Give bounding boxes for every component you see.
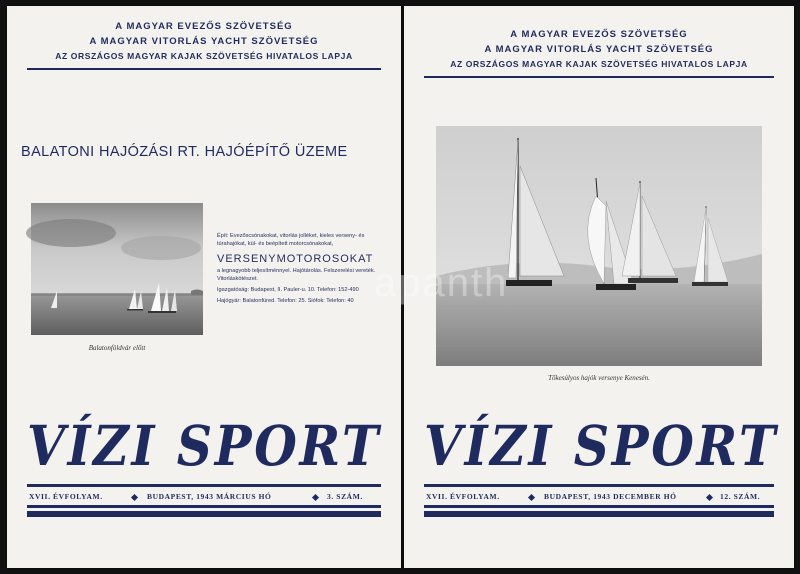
diamond-separator xyxy=(528,494,535,501)
title-rule-mid xyxy=(27,505,381,508)
header-line-2: A MAGYAR VITORLÁS YACHT SZÖVETSÉG xyxy=(89,36,319,47)
issue-date: BUDAPEST, 1943 MÁRCIUS HÓ xyxy=(147,492,272,501)
diamond-separator xyxy=(131,494,138,501)
header-line-1: A MAGYAR EVEZŐS SZÖVETSÉG xyxy=(510,29,688,40)
advert-headline: BALATONI HAJÓZÁSI RT. HAJÓÉPÍTŐ ÜZEME xyxy=(21,144,348,160)
right-magazine-cover xyxy=(374,6,794,568)
title-rule-top xyxy=(27,484,381,487)
header-line-3: AZ ORSZÁGOS MAGYAR KAJAK SZÖVETSÉG HIVATALOS LAPJA xyxy=(450,59,748,69)
advert-big-line: VERSENYMOTOROSOKAT xyxy=(217,253,374,265)
header-line-2: A MAGYAR VITORLÁS YACHT SZÖVETSÉG xyxy=(484,44,714,55)
magazine-title: VÍZI SPORT xyxy=(27,413,382,478)
advert-line-4: Hajógyár: Balatonfüred. Telefon: 25. Siófok: Telefon: 40 xyxy=(217,298,354,304)
left-magazine-cover xyxy=(7,6,401,568)
issue-volume: XVII. ÉVFOLYAM. xyxy=(426,492,500,501)
issue-number: 3. SZÁM. xyxy=(327,492,363,501)
title-rule-top xyxy=(424,484,774,487)
magazine-title: VÍZI SPORT xyxy=(424,413,779,478)
header-rule xyxy=(27,68,381,70)
photo-caption: Balatonföldvár előtt xyxy=(88,344,146,352)
advert-line-1: Épít: Evezőscsónakokat, vitorlás jolléket, kieles verseny- és túrahajókat, kül- és beépített motorcsónakokat, xyxy=(217,233,365,247)
diamond-separator xyxy=(706,494,713,501)
advert-line-2: a legnagyobb teljesítménnyel. Hajótárolás. Felszerelési vereték. Vitorláskötészet. xyxy=(217,268,376,282)
advert-line-3: Igazgatóság: Budapest, II. Pauler-u. 10. Telefon: 152-490 xyxy=(217,287,359,293)
diamond-separator xyxy=(312,494,319,501)
title-rule-mid xyxy=(424,505,774,508)
advert-text xyxy=(217,232,389,308)
title-rule-bottom xyxy=(27,511,381,517)
issue-volume: XVII. ÉVFOLYAM. xyxy=(29,492,103,501)
photo-keneses-race xyxy=(436,126,762,366)
photo-caption: Tőkesúlyos hajók versenye Kenesén. xyxy=(548,374,650,382)
header-rule xyxy=(424,76,774,78)
watermark: apanth xyxy=(374,261,509,305)
issue-date: BUDAPEST, 1943 DECEMBER HÓ xyxy=(544,492,677,501)
header-line-1: A MAGYAR EVEZŐS SZÖVETSÉG xyxy=(115,21,293,32)
header-line-3: AZ ORSZÁGOS MAGYAR KAJAK SZÖVETSÉG HIVATALOS LAPJA xyxy=(55,51,353,61)
issue-number: 12. SZÁM. xyxy=(720,492,761,501)
title-rule-bottom xyxy=(424,511,774,517)
photo-balatonfoldvar xyxy=(31,203,203,335)
